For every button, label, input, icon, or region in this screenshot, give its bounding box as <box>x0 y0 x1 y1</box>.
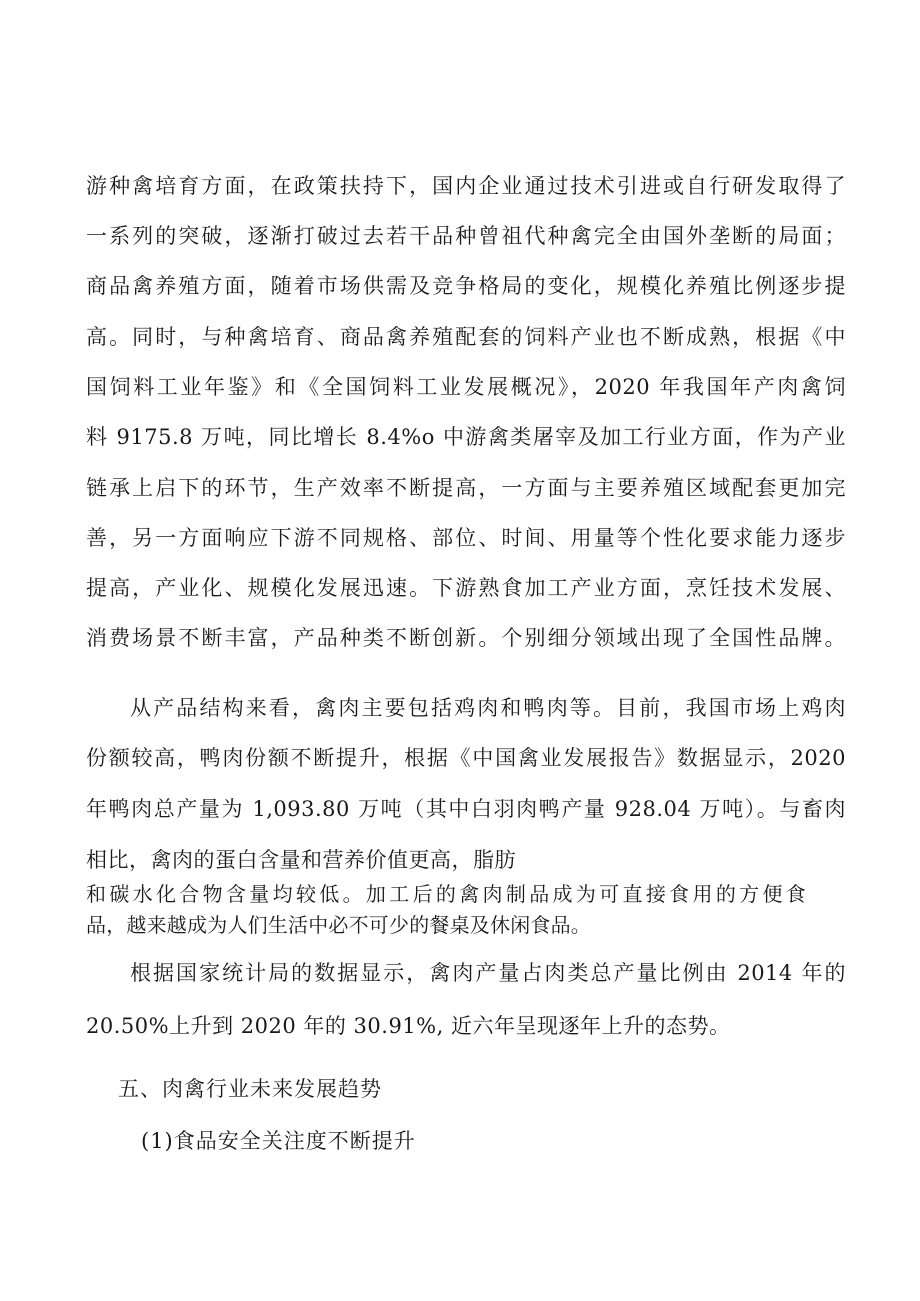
paragraph-line: 高。同时，与种禽培育、商品禽养殖配套的饲料产业也不断成熟，根据《中 <box>86 325 846 349</box>
paragraph-line: 年鸭肉总产量为 1,093.80 万吨（其中白羽肉鸭产量 928.04 万吨）。与畜肉 <box>86 797 846 821</box>
paragraph-line: 根据国家统计局的数据显示，禽肉产量占肉类总产量比例由 2014 年的 <box>130 961 846 985</box>
paragraph-line: 提高，产业化、规模化发展迅速。下游熟食加工产业方面，烹饪技术发展、 <box>86 576 846 600</box>
paragraph-line: 相比，禽肉的蛋白含量和营养价值更高，脂肪 <box>86 848 516 872</box>
paragraph-line: 链承上启下的环节，生产效率不断提高，一方面与主要养殖区域配套更加完 <box>86 476 846 500</box>
paragraph-line: 国饲料工业年鉴》和《全国饲料工业发展概况》，2020 年我国年产肉禽饲 <box>86 375 846 399</box>
paragraph-line: 商品禽养殖方面，随着市场供需及竞争格局的变化，规模化养殖比例逐步提 <box>86 274 846 298</box>
paragraph-line: 一系列的突破，逐渐打破过去若干品种曾祖代种禽完全由国外垄断的局面； <box>86 224 846 248</box>
paragraph-line: 料 9175.8 万吨，同比增长 8.4%o 中游禽类屠宰及加工行业方面，作为产业 <box>86 425 846 449</box>
paragraph-line: 善，另一方面响应下游不同规格、部位、时间、用量等个性化要求能力逐步 <box>86 526 846 550</box>
paragraph-line: 品，越来越成为人们生活中必不可少的餐桌及休闲食品。 <box>86 913 591 937</box>
paragraph-line: 消费场景不断丰富，产品种类不断创新。个别细分领域出现了全国性品牌。 <box>86 626 846 650</box>
paragraph-line: 份额较高，鸭肉份额不断提升，根据《中国禽业发展报告》数据显示，2020 <box>86 746 846 770</box>
paragraph-line: 和碳水化合物含量均较低。加工后的禽肉制品成为可直接食用的方便食 <box>86 882 806 906</box>
subsection-heading: (1)食品安全关注度不断提升 <box>141 1129 416 1153</box>
section-heading: 五、肉禽行业未来发展趋势 <box>118 1077 382 1101</box>
paragraph-line: 从产品结构来看，禽肉主要包括鸡肉和鸭肉等。目前，我国市场上鸡肉 <box>130 696 846 720</box>
paragraph-line: 20.50%上升到 2020 年的 30.91%, 近六年呈现逐年上升的态势。 <box>86 1014 731 1038</box>
paragraph-line: 游种禽培育方面，在政策扶持下，国内企业通过技术引进或自行研发取得了 <box>86 174 846 198</box>
